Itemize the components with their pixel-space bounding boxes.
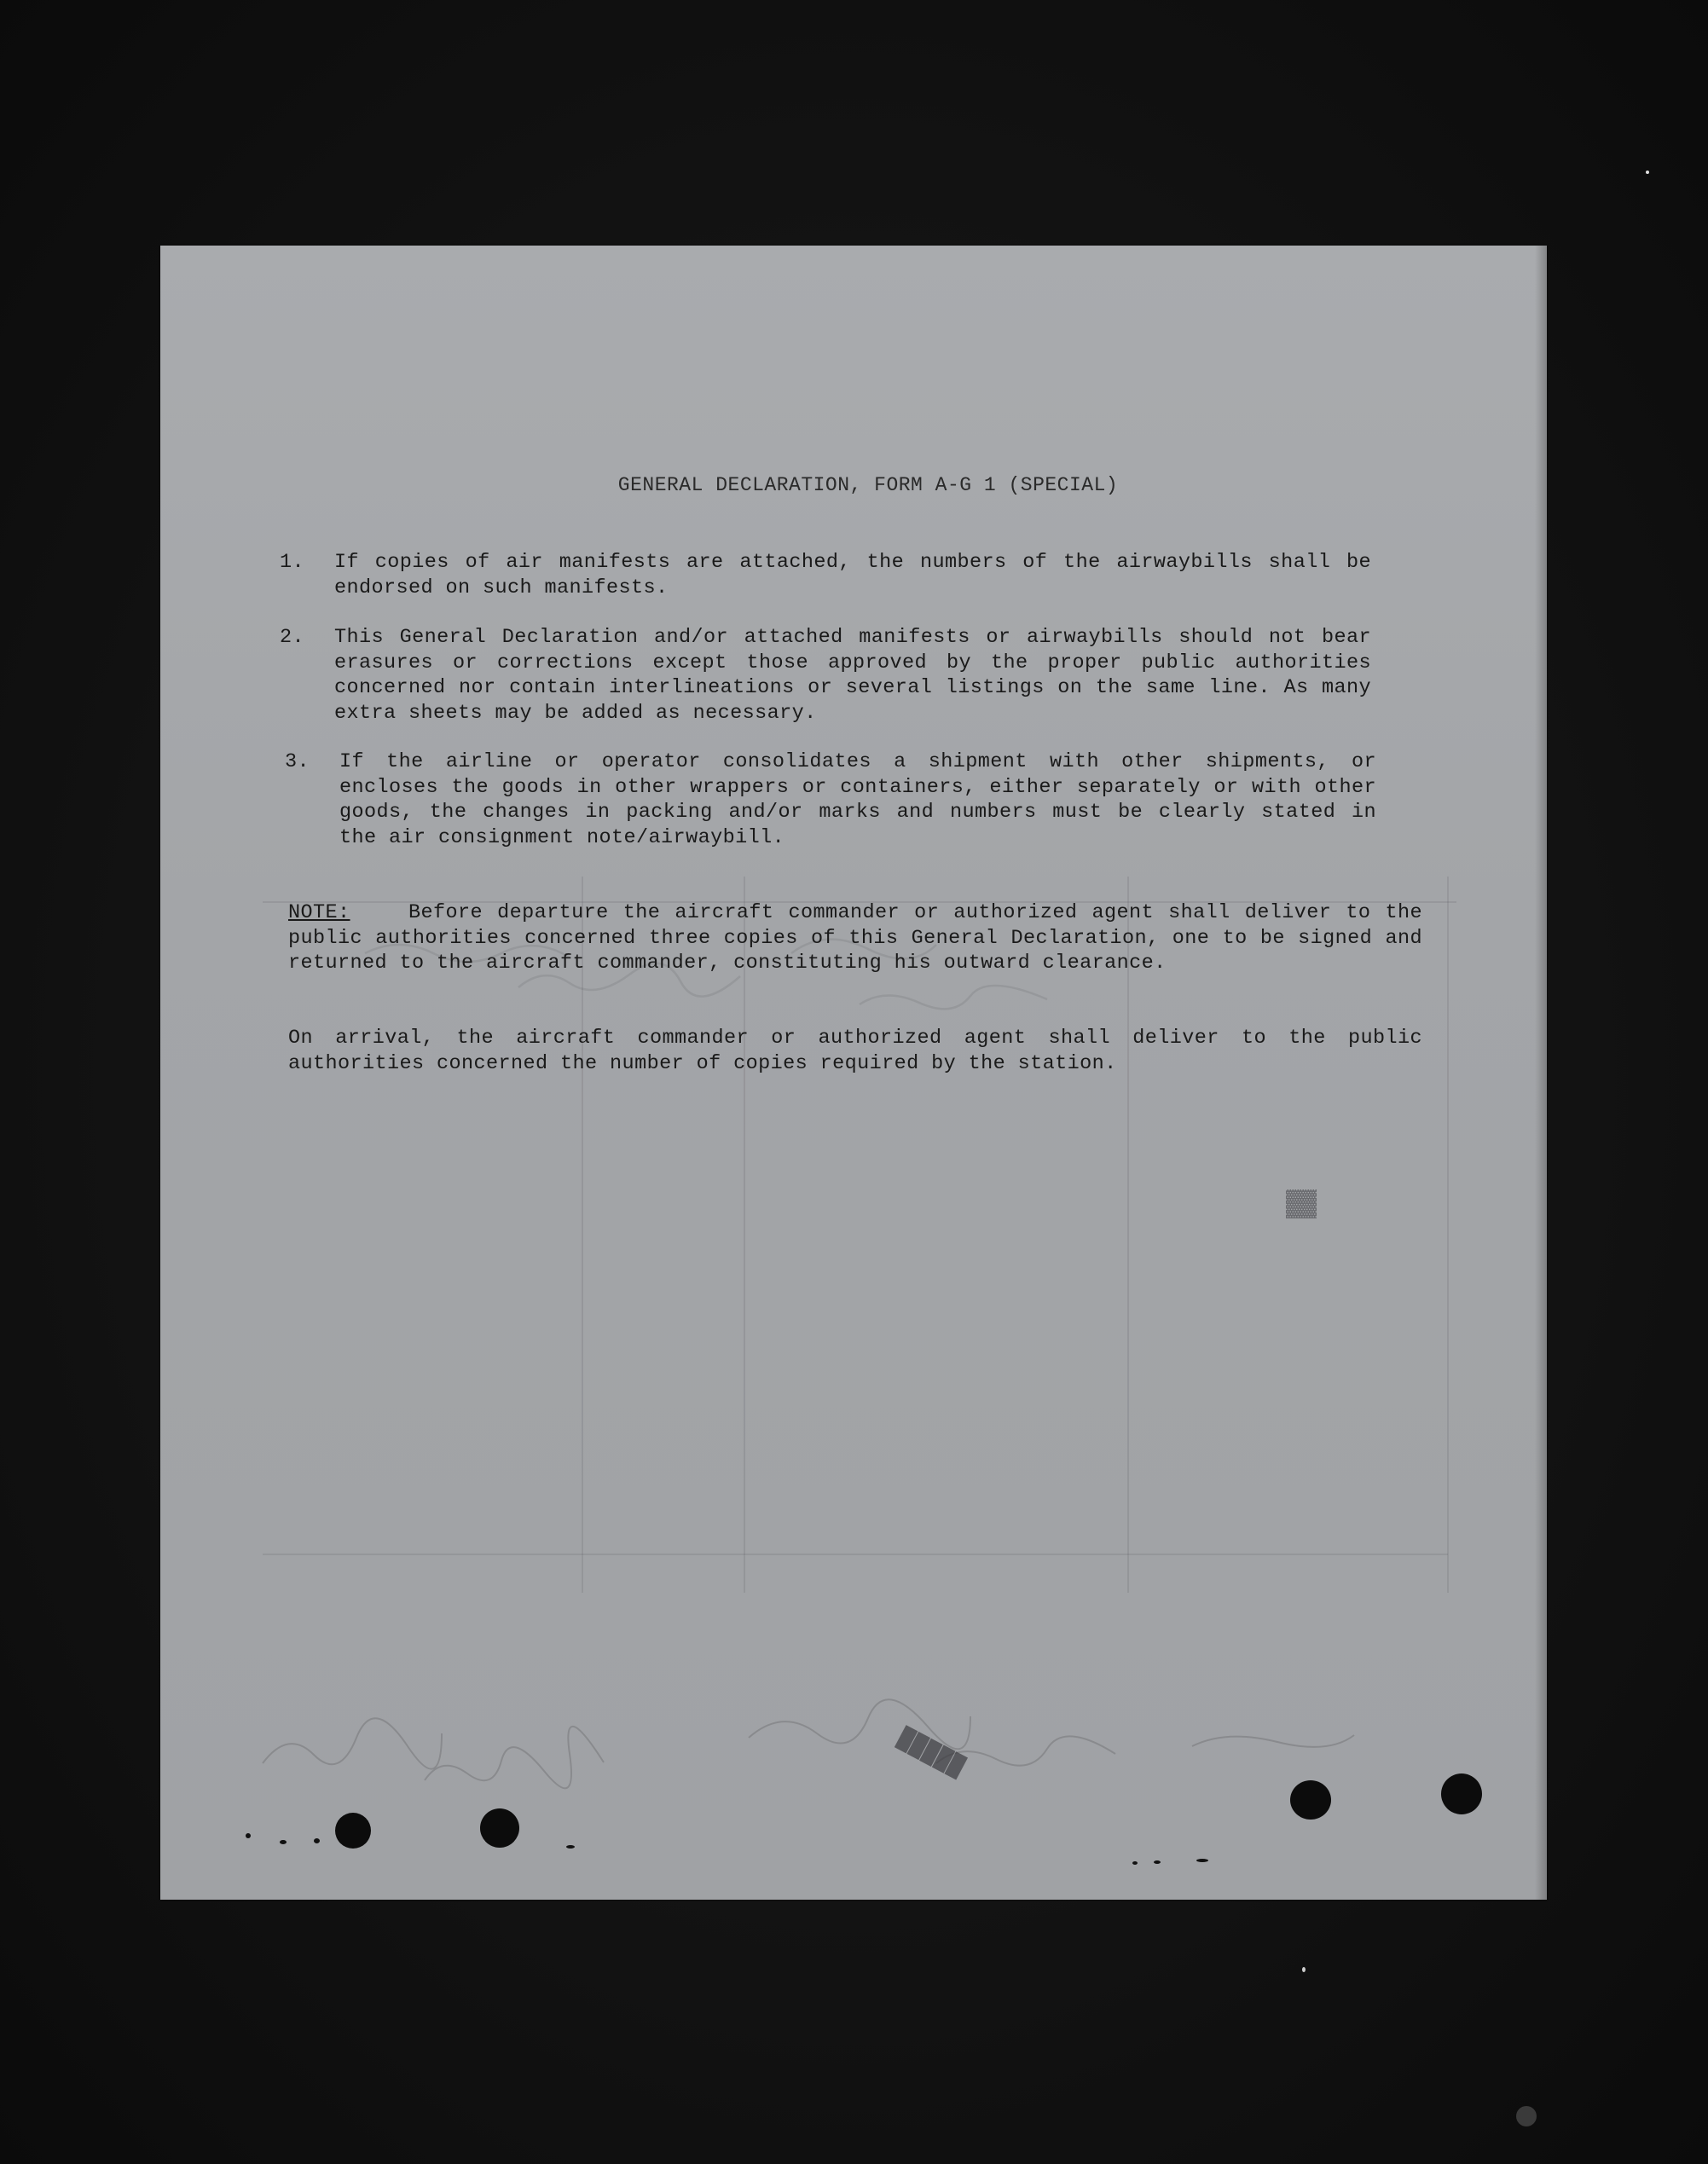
item-text: If the airline or operator consolidates a shipment with other shipments, or encloses the goods in other wrappers or containers, either separately or with other goods, the changes in packing and/or marks and numbers must be clearly stated in the air consignment note/airwaybill.	[339, 750, 1376, 849]
faint-mark: ▓▓	[1286, 1190, 1317, 1219]
item-number: 2.	[280, 626, 305, 649]
ink-speck	[246, 1833, 251, 1838]
scanner-speck	[1516, 2106, 1537, 2126]
instruction-item-1	[280, 550, 1567, 600]
ink-speck	[280, 1840, 287, 1844]
instruction-item-2	[280, 625, 1567, 726]
ink-speck	[314, 1838, 320, 1843]
form-title: GENERAL DECLARATION, FORM A-G 1 (SPECIAL)	[617, 474, 1119, 496]
scanner-speck	[1646, 171, 1649, 174]
note-text: Before departure the aircraft commander or authorized agent shall deliver to the public authorities concerned three copies of this General Declaration, one to be signed and returned to the aircraft commander, constituting his outward clearance.	[288, 901, 1422, 975]
instruction-item-3	[285, 749, 1572, 850]
note-label: NOTE:	[288, 901, 350, 924]
item-number: 3.	[285, 750, 310, 773]
punch-hole-right-2	[1441, 1773, 1482, 1814]
note-paragraph	[288, 900, 1422, 976]
item-text: This General Declaration and/or attached manifests or airwaybills should not bear erasures or corrections except those approved by the proper public authorities concerned nor contain interlineations or several listings on the same line. As many extra sheets may be added as necessary.	[334, 626, 1371, 725]
bleed-through-marks	[263, 877, 1456, 1610]
item-number: 1.	[280, 551, 305, 574]
item-text: If copies of air manifests are attached, the numbers of the airwaybills shall be endorsed on such manifests.	[334, 551, 1371, 599]
punch-hole-left-2	[480, 1808, 519, 1848]
document-page	[160, 246, 1547, 1900]
ink-speck	[1154, 1860, 1161, 1864]
punch-hole-right-1	[1290, 1780, 1331, 1820]
ink-speck	[1196, 1859, 1208, 1862]
ink-speck	[566, 1845, 575, 1849]
arrival-paragraph: On arrival, the aircraft commander or authorized agent shall deliver to the public authorities concerned the number of copies required by the station.	[288, 1027, 1422, 1075]
ink-speck	[1132, 1861, 1138, 1865]
punch-hole-left-1	[335, 1813, 371, 1849]
rubber-stamp-mark: █████	[893, 1724, 969, 1780]
scanner-speck	[1302, 1967, 1306, 1972]
